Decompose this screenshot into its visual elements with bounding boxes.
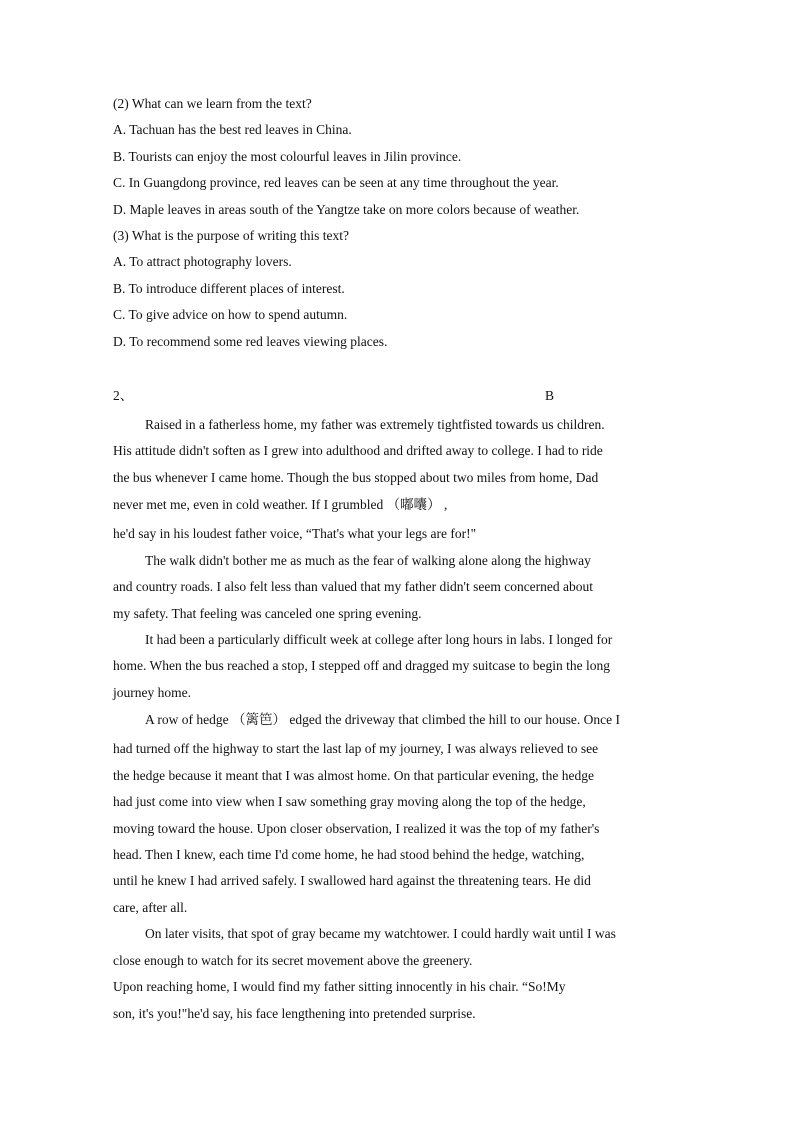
passage-line: journey home.: [113, 685, 191, 700]
passage-line: the hedge because it meant that I was almost home. On that particular evening, the hedge: [113, 768, 594, 783]
option-3-2-b: B. Tourists can enjoy the most colourful leaves in Jilin province.: [113, 149, 462, 164]
passage-line: A row of hedge （篱笆） edged the driveway that climbed the hill to our house. Once I: [145, 712, 621, 727]
passage-line: head. Then I knew, each time I'd come home, he had stood behind the hedge, watching,: [113, 847, 585, 862]
passage-line: until he knew I had arrived safely. I swallowed hard against the threatening tears. He did: [113, 873, 591, 888]
passage-line: the bus whenever I came home. Though the bus stopped about two miles from home, Dad: [113, 470, 599, 485]
passage-line: Raised in a fatherless home, my father was extremely tightfisted towards us children.: [145, 417, 605, 432]
passage-line: Upon reaching home, I would find my father sitting innocently in his chair. “So!My: [113, 979, 566, 994]
question-3-3-stem: (3) What is the purpose of writing this text?: [113, 228, 349, 243]
option-3-3-c: C. To give advice on how to spend autumn.: [113, 307, 348, 322]
passage-line: he'd say in his loudest father voice, “That's what your legs are for!": [113, 526, 477, 541]
option-3-3-d: D. To recommend some red leaves viewing places.: [113, 334, 388, 349]
passage-line: moving toward the house. Upon closer observation, I realized it was the top of my father's: [113, 821, 600, 836]
passage-line: On later visits, that spot of gray became my watchtower. I could hardly wait until I was: [145, 926, 616, 941]
passage-line: and country roads. I also felt less than valued that my father didn't seem concerned about: [113, 579, 594, 594]
passage-line: home. When the bus reached a stop, I stepped off and dragged my suitcase to begin the long: [113, 658, 610, 673]
passage-line: son, it's you!"he'd say, his face lengthening into pretended surprise.: [113, 1006, 476, 1021]
passage-line: never met me, even in cold weather. If I grumbled （嘟囔） ,: [113, 497, 448, 512]
passage-line: close enough to watch for its secret movement above the greenery.: [113, 953, 473, 968]
option-3-2-a: A. Tachuan has the best red leaves in China.: [113, 122, 352, 137]
passage-letter: B: [545, 388, 555, 403]
passage-line: care, after all.: [113, 900, 188, 915]
option-3-2-d: D. Maple leaves in areas south of the Yangtze take on more colors because of weather.: [113, 202, 580, 217]
passage-line: It had been a particularly difficult week at college after long hours in labs. I longed for: [145, 632, 613, 647]
option-3-3-b: B. To introduce different places of interest.: [113, 281, 345, 296]
section-number: 2、: [113, 388, 134, 403]
option-3-3-a: A. To attract photography lovers.: [113, 254, 292, 269]
passage-line: my safety. That feeling was canceled one spring evening.: [113, 606, 422, 621]
question-3-2-stem: (2) What can we learn from the text?: [113, 96, 312, 111]
passage-line: The walk didn't bother me as much as the fear of walking alone along the highway: [145, 553, 591, 568]
passage-line: had turned off the highway to start the last lap of my journey, I was always relieved to see: [113, 741, 599, 756]
passage-line: His attitude didn't soften as I grew into adulthood and drifted away to college. I had to ride: [113, 443, 603, 458]
option-3-2-c: C. In Guangdong province, red leaves can be seen at any time throughout the year.: [113, 175, 559, 190]
passage-line: had just come into view when I saw something gray moving along the top of the hedge,: [113, 794, 586, 809]
